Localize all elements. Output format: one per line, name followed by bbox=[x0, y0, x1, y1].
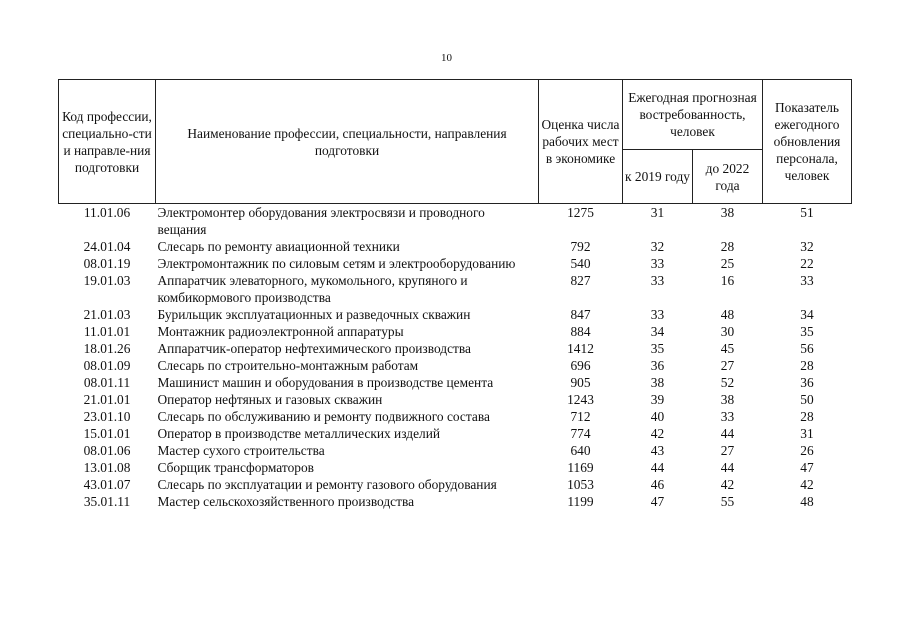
row-name: Мастер сельскохозяйственного производства bbox=[157, 494, 415, 509]
row-demand-2022: 45 bbox=[720, 341, 735, 356]
row-code: 19.01.03 bbox=[83, 273, 131, 288]
row-renewal: 28 bbox=[800, 358, 814, 373]
row-name: Слесарь по обслуживанию и ремонту подвижного состава bbox=[157, 409, 490, 424]
row-name: Мастер сухого строительства bbox=[157, 443, 325, 458]
row-demand-2022: 42 bbox=[720, 477, 735, 492]
row-code: 23.01.10 bbox=[83, 409, 131, 424]
table-row bbox=[59, 204, 852, 239]
row-demand-2019: 44 bbox=[650, 460, 665, 475]
row-name: Аппаратчик элеваторного, мукомольного, крупяного и комбикормового производства bbox=[157, 273, 468, 305]
row-demand-2022: 28 bbox=[720, 239, 735, 254]
row-renewal: 50 bbox=[800, 392, 814, 407]
row-demand-2019: 40 bbox=[650, 409, 665, 424]
row-code: 11.01.01 bbox=[83, 324, 131, 339]
row-demand-2019: 46 bbox=[650, 477, 665, 492]
row-renewal: 28 bbox=[800, 409, 814, 424]
row-estimate: 1169 bbox=[567, 460, 594, 475]
table-row bbox=[59, 391, 852, 408]
row-name: Слесарь по эксплуатации и ремонту газового оборудования bbox=[157, 477, 497, 492]
row-renewal: 32 bbox=[800, 239, 814, 254]
row-demand-2019: 38 bbox=[650, 375, 665, 390]
row-renewal: 22 bbox=[800, 256, 814, 271]
table-body bbox=[59, 204, 852, 511]
row-estimate: 1199 bbox=[567, 494, 594, 509]
row-demand-2022: 33 bbox=[720, 409, 735, 424]
row-renewal: 51 bbox=[800, 205, 814, 220]
row-renewal: 35 bbox=[800, 324, 814, 339]
row-estimate: 1275 bbox=[567, 205, 594, 220]
row-code: 08.01.11 bbox=[83, 375, 131, 390]
row-demand-2019: 33 bbox=[650, 307, 665, 322]
row-code: 15.01.01 bbox=[83, 426, 131, 441]
row-name: Монтажник радиоэлектронной аппаратуры bbox=[157, 324, 404, 339]
row-code: 35.01.11 bbox=[83, 494, 131, 509]
row-code: 08.01.06 bbox=[83, 443, 131, 458]
table-row bbox=[59, 408, 852, 425]
row-demand-2019: 34 bbox=[650, 324, 665, 339]
row-demand-2019: 33 bbox=[650, 256, 665, 271]
header-name: Наименование профессии, специальности, направления подготовки bbox=[156, 80, 539, 204]
row-renewal: 36 bbox=[800, 375, 814, 390]
table-row bbox=[59, 255, 852, 272]
row-code: 08.01.09 bbox=[83, 358, 131, 373]
row-name: Оператор в производстве металлических изделий bbox=[157, 426, 441, 441]
row-estimate: 1053 bbox=[567, 477, 594, 492]
row-renewal: 42 bbox=[800, 477, 814, 492]
header-year-2019: к 2019 году bbox=[623, 150, 693, 204]
table-row bbox=[59, 272, 852, 306]
row-name: Электромонтажник по силовым сетям и электрооборудованию bbox=[157, 256, 516, 271]
header-year-2022: до 2022 года bbox=[693, 150, 763, 204]
row-estimate: 712 bbox=[570, 409, 591, 424]
row-name: Оператор нефтяных и газовых скважин bbox=[157, 392, 383, 407]
header-renewal: Показатель ежегодного обновления персонала, человек bbox=[763, 80, 852, 204]
header-demand: Ежегодная прогнозная востребованность, человек bbox=[623, 80, 763, 150]
row-estimate: 905 bbox=[570, 375, 591, 390]
row-demand-2019: 39 bbox=[650, 392, 665, 407]
table-row bbox=[59, 476, 852, 493]
row-demand-2022: 27 bbox=[720, 358, 735, 373]
header-code: Код профессии, специально-сти и направле-ния подготовки bbox=[59, 80, 156, 204]
row-demand-2019: 43 bbox=[650, 443, 665, 458]
row-demand-2022: 55 bbox=[720, 494, 735, 509]
row-demand-2022: 16 bbox=[720, 273, 735, 288]
row-estimate: 847 bbox=[570, 307, 591, 322]
row-demand-2022: 48 bbox=[720, 307, 735, 322]
row-demand-2019: 31 bbox=[650, 205, 665, 220]
row-code: 21.01.03 bbox=[83, 307, 131, 322]
page-number: 10 bbox=[441, 52, 452, 64]
row-code: 08.01.19 bbox=[83, 256, 131, 271]
table-row bbox=[59, 238, 852, 255]
row-demand-2019: 36 bbox=[650, 358, 665, 373]
table-row bbox=[59, 459, 852, 476]
row-code: 11.01.06 bbox=[83, 205, 131, 220]
row-demand-2022: 44 bbox=[720, 426, 735, 441]
row-code: 24.01.04 bbox=[83, 239, 131, 254]
row-demand-2019: 33 bbox=[650, 273, 665, 288]
table-row bbox=[59, 306, 852, 323]
row-demand-2022: 38 bbox=[720, 392, 735, 407]
row-name: Аппаратчик-оператор нефтехимического производства bbox=[157, 341, 471, 356]
row-demand-2022: 38 bbox=[720, 205, 735, 220]
row-renewal: 48 bbox=[800, 494, 814, 509]
table-row bbox=[59, 340, 852, 357]
row-estimate: 640 bbox=[570, 443, 591, 458]
row-renewal: 26 bbox=[800, 443, 814, 458]
row-renewal: 31 bbox=[800, 426, 814, 441]
row-name: Электромонтер оборудования электросвязи и проводного вещания bbox=[157, 205, 485, 237]
table-row bbox=[59, 374, 852, 391]
row-name: Бурильщик эксплуатационных и разведочных скважин bbox=[157, 307, 471, 322]
row-estimate: 792 bbox=[570, 239, 591, 254]
row-estimate: 1412 bbox=[567, 341, 594, 356]
table-row bbox=[59, 357, 852, 374]
row-code: 13.01.08 bbox=[83, 460, 131, 475]
row-demand-2019: 42 bbox=[650, 426, 665, 441]
row-demand-2022: 44 bbox=[720, 460, 735, 475]
row-demand-2022: 52 bbox=[720, 375, 735, 390]
row-demand-2019: 32 bbox=[650, 239, 665, 254]
row-demand-2022: 30 bbox=[720, 324, 735, 339]
row-estimate: 774 bbox=[570, 426, 591, 441]
row-demand-2022: 25 bbox=[720, 256, 735, 271]
row-demand-2019: 35 bbox=[650, 341, 665, 356]
table-row bbox=[59, 493, 852, 510]
row-code: 21.01.01 bbox=[83, 392, 131, 407]
row-estimate: 540 bbox=[570, 256, 591, 271]
header-estimate: Оценка числа рабочих мест в экономике bbox=[539, 80, 623, 204]
table-row bbox=[59, 442, 852, 459]
row-renewal: 33 bbox=[800, 273, 814, 288]
row-demand-2022: 27 bbox=[720, 443, 735, 458]
row-estimate: 884 bbox=[570, 324, 591, 339]
table-row bbox=[59, 323, 852, 340]
table-header bbox=[59, 80, 852, 204]
row-estimate: 1243 bbox=[567, 392, 594, 407]
table-row bbox=[59, 425, 852, 442]
row-estimate: 696 bbox=[570, 358, 591, 373]
row-name: Сборщик трансформаторов bbox=[157, 460, 314, 475]
row-renewal: 56 bbox=[800, 341, 814, 356]
row-code: 18.01.26 bbox=[83, 341, 131, 356]
row-estimate: 827 bbox=[570, 273, 591, 288]
row-name: Машинист машин и оборудования в производстве цемента bbox=[157, 375, 494, 390]
row-name: Слесарь по строительно-монтажным работам bbox=[157, 358, 419, 373]
row-renewal: 47 bbox=[800, 460, 814, 475]
row-renewal: 34 bbox=[800, 307, 814, 322]
professions-table bbox=[58, 79, 852, 510]
row-code: 43.01.07 bbox=[83, 477, 131, 492]
row-name: Слесарь по ремонту авиационной техники bbox=[157, 239, 400, 254]
row-demand-2019: 47 bbox=[650, 494, 665, 509]
